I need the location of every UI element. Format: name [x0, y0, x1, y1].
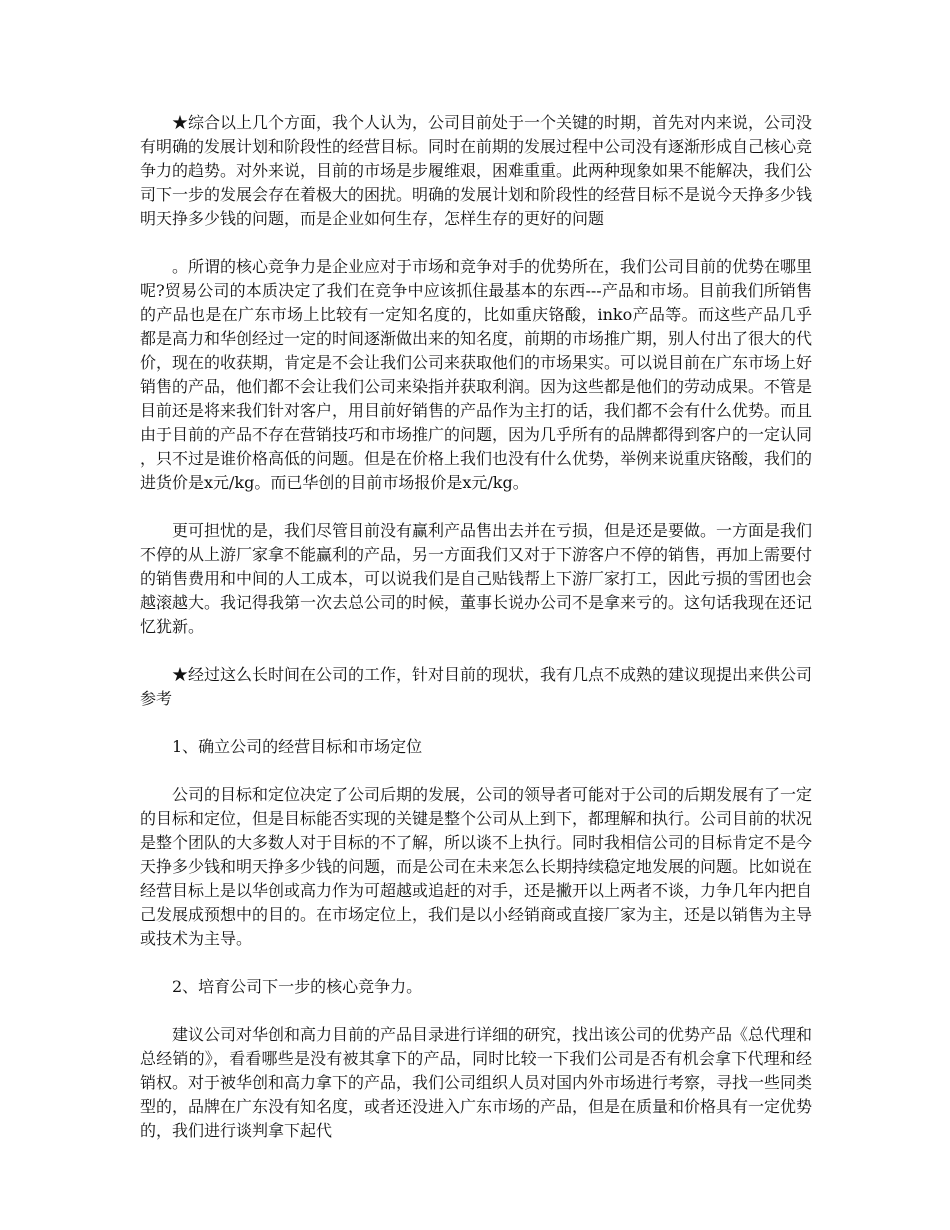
- paragraph-gap: [140, 759, 812, 783]
- heading-core-competitiveness: 2、培育公司下一步的核心竞争力。: [172, 977, 423, 996]
- paragraph-gap: [140, 639, 812, 663]
- paragraph-core-competitiveness: 。所谓的核心竞争力是企业应对于市场和竞争对手的优势所在，我们公司目前的优势在哪里呢?贸易公司的本质决定了我们在竞争中应该抓住最基本的东西---产品和市场。目前我们所销售的产品也是在广东市场上比较有一定知名度的，比如重庆铬酸，inko产品等。而这些产品几乎都是高力和华创经过一定的时间逐渐做出来的知名度，前期的市场推广期，别人付出了很大的代价，现在的收获期，肯定是不会让我们公司来获取他们的市场果实。可以说目前在广东市场上好销售的产品，他们都不会让我们公司来染指并获取利润。因为这些都是他们的劳动成果。不管是目前还是将来我们针对客户，用目前好销售的产品作为主打的话，我们都不会有什么优势。而且由于目前的产品不存在营销技巧和市场推广的问题，因为几乎所有的品牌都得到客户的一定认同，只不过是谁价格高低的问题。但是在价格上我们也没有什么优势，举例来说重庆铬酸，我们的进货价是x元/kg。而已华创的目前市场报价是x元/kg。: [140, 257, 813, 492]
- paragraph-suggestions-intro: ★经过这么长时间在公司的工作，针对目前的现状，我有几点不成熟的建议现提出来供公司参考: [140, 665, 813, 708]
- paragraph-gap: [140, 711, 812, 735]
- paragraph-goal-positioning: 公司的目标和定位决定了公司后期的发展，公司的领导者可能对于公司的后期发展有了一定的目标和定位，但是目标能否实现的关键是整个公司从上到下，都理解和执行。公司目前的状况是整个团队的大多数人对于目标的不了解，所以谈不上执行。同时我相信公司的目标肯定不是今天挣多少钱和明天挣多少钱的问题，而是公司在未来怎么长期持续稳定地发展的问题。比如说在经营目标上是以华创或高力作为可超越或追赶的对手，还是撇开以上两者不谈，力争几年内把自己发展成预想中的目的。在市场定位上，我们是以小经销商或直接厂家为主，还是以销售为主导或技术为主导。: [140, 785, 813, 948]
- paragraph-gap: [140, 495, 812, 519]
- document-page: [140, 111, 812, 1143]
- paragraph-summary: ★综合以上几个方面，我个人认为，公司目前处于一个关键的时期，首先对内来说，公司没有明确的发展计划和阶段性的经营目标。同时在前期的发展过程中公司没有逐渐形成自己核心竞争力的趋势。对外来说，目前的市场是步履维艰，困难重重。此两种现象如果不能解决，我们公司下一步的发展会存在着极大的困扰。明确的发展计划和阶段性的经营目标不是说今天挣多少钱明天挣多少钱的问题，而是企业如何生存，怎样生存的更好的问题: [140, 113, 813, 228]
- paragraph-product-research: 建议公司对华创和高力目前的产品目录进行详细的研究，找出该公司的优势产品《总代理和总经销的》，看看哪些是没有被其拿下的产品，同时比较一下我们公司是否有机会拿下代理和经销权。对于被华创和高力拿下的产品，我们公司组织人员对国内外市场进行考察，寻找一些同类型的，品牌在广东没有知名度，或者还没进入广东市场的产品，但是在质量和价格具有一定优势的，我们进行谈判拿下起代: [140, 1025, 813, 1140]
- paragraph-concern: 更可担忧的是，我们尽管目前没有赢利产品售出去并在亏损，但是还是要做。一方面是我们不停的从上游厂家拿不能赢利的产品，另一方面我们又对于下游客户不停的销售，再加上需要付的销售费用和中间的人工成本，可以说我们是自己贴钱帮上下游厂家打工，因此亏损的雪团也会越滚越大。我记得我第一次去总公司的时候，董事长说办公司不是拿来亏的。这句话我现在还记忆犹新。: [140, 521, 813, 636]
- paragraph-gap: [140, 999, 812, 1023]
- paragraph-gap: [140, 231, 812, 255]
- heading-goal-positioning: 1、确立公司的经营目标和市场定位: [172, 737, 423, 756]
- paragraph-gap: [140, 951, 812, 975]
